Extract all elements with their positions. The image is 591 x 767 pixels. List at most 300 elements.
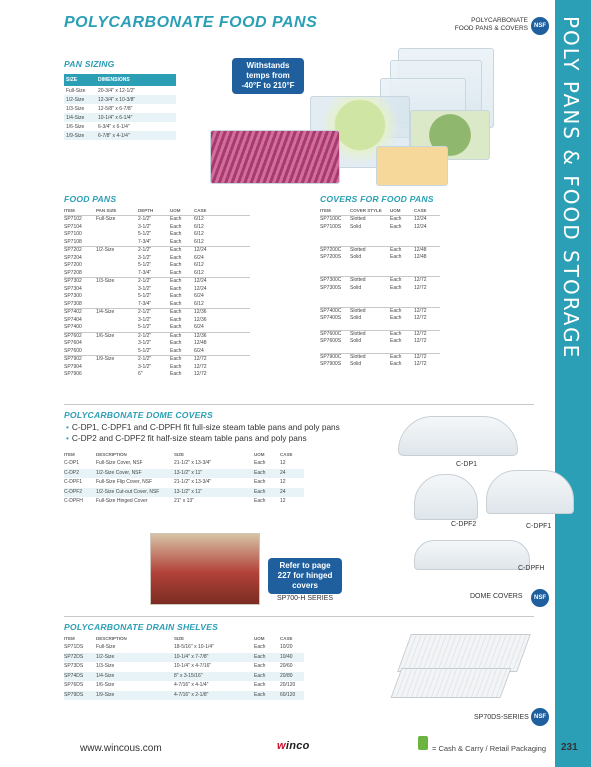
pan-size-cell [96,270,138,278]
drain-shelves-table [64,636,304,700]
description-cell: 1/4-Size [96,672,174,682]
depth-cell: 2-1/2" [138,332,170,340]
depth-cell: 3-1/2" [138,316,152,323]
table-row [64,681,304,691]
depth-cell: 5-1/2" [138,324,152,330]
pan-sizing-table [64,74,176,140]
item-cell: SP7200S [320,254,342,260]
case-cell: 6/12 [194,269,204,276]
covers-header-case: CASE [414,208,427,213]
table-row [64,113,176,122]
dome-covers-table [64,452,304,507]
table-row [64,478,304,488]
case-cell: 20/120 [280,682,296,688]
case-cell: 6/24 [194,293,204,299]
pan-size-cell: 1/3-Size [66,105,85,112]
pan-size-cell [96,255,138,263]
cover-style-cell [350,262,390,270]
table-row [64,691,304,701]
description-cell: 1/2-Size Cut-out Cover, NSF [96,488,174,498]
sp700h-photo [150,533,260,605]
table-row [64,122,176,131]
pan-sizing-title: PAN SIZING [64,59,115,69]
table-row [64,332,250,340]
item-cell: SP7906 [64,371,82,377]
item-cell: SP7300 [64,293,82,299]
uom-cell: Each [390,330,414,338]
pan-size-cell [96,317,138,325]
uom-cell [390,262,414,270]
item-cell: SP72DS [64,653,96,663]
uom-cell: Each [390,361,402,367]
uom-cell: Each [254,653,280,663]
case-cell [414,239,440,247]
cover-style-cell: Slotted [350,330,390,338]
dome-bullet-1: • C-DP1, C-DPF1 and C-DPFH fit full-size steam table pans and poly pans [66,422,340,432]
footer-website-link[interactable]: www.wincous.com [80,743,162,754]
case-cell [414,292,440,300]
case-cell: 12/48 [194,340,207,346]
item-cell: SP7900S [320,361,342,367]
depth-cell: 5-1/2" [138,262,152,268]
table-row [64,356,250,364]
table-row [64,309,250,317]
drain-header-uom: UOM [254,636,265,641]
uom-cell: Each [254,469,280,479]
cover-style-cell: Solid [350,361,362,367]
case-cell [414,346,440,354]
table-row [320,262,440,270]
case-cell: 12/24 [194,247,250,255]
uom-cell: Each [254,488,280,498]
pan-size-cell: 1/9-Size [64,131,96,140]
item-cell: SP7104 [64,223,82,230]
case-cell: 12/36 [194,332,250,340]
pan-size-cell [96,286,138,294]
cover-style-cell [350,323,390,331]
uom-cell: Each [170,309,194,317]
uom-cell: Each [170,262,182,268]
description-cell: Full-Size Cover, NSF [96,460,143,466]
description-cell: Full-Size Flip Cover, NSF [96,479,153,485]
size-cell: 21" x 13" [174,498,194,504]
cash-carry-legend: = Cash & Carry / Retail Packaging [432,744,547,753]
case-cell: 24 [280,488,304,498]
size-cell: 21-1/2" x 13-3/4" [174,460,212,466]
uom-cell [390,369,414,377]
shopping-bag-icon [418,736,428,750]
uom-cell [390,239,414,247]
case-cell: 12/24 [414,223,427,230]
size-cell: 13-1/2" x 11" [174,469,254,479]
table-row [64,224,250,232]
case-cell [414,269,440,277]
table-row [64,95,176,104]
dimensions-cell: 20-3/4" x 12-1/2" [98,87,136,94]
cover-style-cell [350,369,390,377]
cover-style-cell: Solid [350,223,362,230]
table-row [320,254,440,262]
table-row [64,231,250,239]
case-cell [414,262,440,270]
depth-cell: 2-1/2" [138,216,170,224]
size-cell: 4-7/16" x 2-1/8" [174,691,254,701]
case-cell: 12/72 [414,330,440,338]
pan-size-cell: 1/6-Size [96,332,138,340]
depth-cell: 2-1/2" [138,247,170,255]
case-cell: 12/72 [414,284,427,291]
uom-cell: Each [170,269,182,276]
table-row [320,246,440,254]
side-band-title: POLY PANS & FOOD STORAGE [559,16,583,360]
case-cell: 12/72 [194,363,207,370]
food-pans-header-case: CASE [194,208,207,213]
item-cell: SP7300S [320,284,342,291]
table-row [64,293,250,301]
table-row [320,277,440,285]
description-cell: Full-Size Hinged Cover [96,498,148,504]
food-pans-header-pan-size: PAN SIZE [96,208,117,213]
depth-cell: 3-1/2" [138,254,152,261]
case-cell: 12/72 [414,315,427,321]
case-cell: 6/12 [194,238,204,245]
case-cell: 6/12 [194,262,204,268]
header-badge-line1: POLYCARBONATE [471,17,528,24]
case-cell [414,369,440,377]
table-row [64,255,250,263]
item-cell: C-DPF2 [64,488,96,498]
table-row [64,653,304,663]
winco-logo-text: inco [285,740,310,752]
covers-table [320,208,440,376]
pan-size-cell [96,324,138,332]
table-row [320,216,440,224]
cover-style-cell: Slotted [350,246,390,254]
cover-style-cell [350,300,390,308]
item-cell: SP7400S [320,315,342,321]
case-cell: 12/48 [414,254,427,260]
table-row [64,364,250,372]
dome-header-uom: UOM [254,452,265,457]
uom-cell: Each [170,316,182,323]
case-cell: 12/72 [414,361,427,367]
winco-logo: winco [277,740,310,752]
table-row [64,459,304,469]
table-row [64,497,304,507]
case-cell: 12 [280,498,286,504]
depth-cell: 7-3/4" [138,300,152,307]
item-cell: SP7600C [320,330,350,338]
dimensions-cell: 6-7/8" x 4-1/4" [96,131,176,140]
description-cell: 1/3-Size [96,663,115,669]
table-row [64,672,304,682]
table-row [64,317,250,325]
case-cell: 6/12 [194,300,204,307]
drain-shelf-image [397,634,531,672]
uom-cell: Each [390,277,414,285]
uom-cell [390,300,414,308]
table-row [320,346,440,354]
dome-cover-dpfh-image [414,540,530,570]
item-cell: SP7204 [64,254,82,261]
item-cell: SP7600 [64,347,82,354]
table-row [64,469,304,479]
uom-cell: Each [254,672,280,682]
pan-size-cell [96,224,138,232]
uom-cell: Each [254,460,266,466]
item-cell: SP7402 [64,309,96,317]
uom-cell: Each [390,284,402,291]
cover-style-cell: Solid [350,284,362,291]
case-cell: 20/80 [280,672,304,682]
uom-cell: Each [170,332,194,340]
depth-cell: 6" [138,371,143,377]
uom-cell: Each [170,254,182,261]
dome-covers-caption: DOME COVERS [470,593,523,600]
table-row [64,348,250,356]
depth-cell: 5-1/2" [138,347,152,354]
item-cell: SP7202 [64,247,96,255]
table-row [64,247,250,255]
size-cell: 4-7/16" x 4-1/4" [174,682,209,688]
food-pans-header-item: ITEM [64,208,75,213]
case-cell: 12 [280,460,286,466]
food-pans-table [64,208,250,379]
dome-covers-title: POLYCARBONATE DOME COVERS [64,410,213,420]
table-row [64,340,250,348]
dome-label-dpf2: C-DPF2 [451,521,477,528]
drain-header-description: DESCRIPTION [96,636,127,641]
side-band [555,0,591,767]
pan-size-cell [96,239,138,247]
table-row [64,239,250,247]
covers-title: COVERS FOR FOOD PANS [320,194,434,204]
cover-style-cell [350,231,390,239]
pan-size-cell [96,364,138,372]
dome-label-dp1: C-DP1 [456,461,478,468]
case-cell: 20/60 [280,663,293,669]
pan-size-cell: 1/6-Size [66,123,85,130]
food-pans-photo [180,38,510,188]
item-cell: SP7304 [64,285,82,292]
covers-header-style: COVER STYLE [350,208,382,213]
uom-cell: Each [254,498,266,504]
pan-sizing-header-dimensions: DIMENSIONS [96,74,176,86]
case-cell: 12/48 [414,246,440,254]
table-row [320,307,440,315]
item-cell [320,269,350,277]
item-cell: SP7604 [64,340,82,346]
item-cell [320,369,350,377]
case-cell: 12/24 [194,285,207,292]
table-row [64,86,176,95]
cover-style-cell: Solid [350,254,362,260]
case-cell: 12/72 [414,277,440,285]
item-cell: SP7200C [320,246,350,254]
uom-cell: Each [390,353,414,361]
table-row [64,104,176,113]
table-row [320,323,440,331]
table-row [64,262,250,270]
uom-cell [390,346,414,354]
size-cell: 10-1/4" x 4-7/16" [174,663,212,669]
depth-cell: 7-3/4" [138,269,152,276]
description-cell: 1/2-Size [96,653,174,663]
item-cell: SP7100S [320,223,342,230]
case-cell: 6/24 [194,347,204,354]
uom-cell: Each [254,682,266,688]
case-cell: 24 [280,469,304,479]
dimensions-cell: 12-3/4" x 10-3/8" [96,95,176,104]
dome-label-dpfh: C-DPFH [518,565,545,572]
item-cell: SP73DS [64,663,84,669]
case-cell: 12/72 [414,307,440,315]
item-cell: SP7902 [64,356,96,364]
pan-size-cell [96,348,138,356]
depth-cell: 3-1/2" [138,363,152,370]
table-row [320,269,440,277]
uom-cell: Each [170,340,182,346]
uom-cell: Each [254,663,266,669]
dimensions-cell: 6-3/4" x 6-1/4" [98,123,130,130]
uom-cell: Each [170,371,182,377]
cover-style-cell: Solid [350,315,362,321]
case-cell [414,231,440,239]
item-cell [320,292,350,300]
drain-shelves-caption: SP70DS-SERIES [474,714,529,721]
table-row [320,353,440,361]
header-badge-line2: FOOD PANS & COVERS [454,24,528,32]
pan-size-cell [96,301,138,309]
item-cell: SP7302 [64,278,96,286]
table-row [320,315,440,323]
pan-size-cell [96,293,138,301]
cover-style-cell [350,346,390,354]
uom-cell [390,323,414,331]
case-cell: 10/40 [280,653,304,663]
case-cell: 6/12 [194,216,250,224]
table-row [320,338,440,346]
divider [64,404,534,405]
food-pans-header-uom: UOM [170,208,181,213]
case-cell: 12/72 [414,353,440,361]
case-cell: 12/24 [414,216,440,224]
uom-cell: Each [390,307,414,315]
depth-cell: 5-1/2" [138,293,152,299]
item-cell: SP7108 [64,238,82,245]
table-row [320,369,440,377]
item-cell: SP7400C [320,307,350,315]
table-row [64,278,250,286]
table-row [320,239,440,247]
depth-cell: 3-1/2" [138,223,152,230]
header-badge [432,17,528,32]
item-cell: SP7404 [64,316,82,323]
uom-cell: Each [390,254,402,260]
page-title: POLYCARBONATE FOOD PANS [64,14,318,31]
case-cell [414,300,440,308]
covers-header-uom: UOM [390,208,401,213]
pan-size-cell [96,262,138,270]
table-row [64,131,176,140]
dome-header-case: CASE [280,452,293,457]
nsf-badge-icon: NSF [531,708,549,726]
item-cell: SP71DS [64,644,84,650]
nsf-badge-icon: NSF [531,589,549,607]
dome-cover-dpf2-image [414,474,478,520]
item-cell: SP79DS [64,691,96,701]
pan-size-cell: 1/2-Size [64,95,96,104]
description-cell: 1/6-Size [96,682,115,688]
item-cell: SP7200 [64,262,82,268]
table-row [320,300,440,308]
divider [64,616,534,617]
uom-cell: Each [390,338,402,344]
uom-cell: Each [170,285,182,292]
size-cell: 10-1/4" x 7-7/8" [174,653,254,663]
item-cell: C-DPFH [64,498,83,504]
item-cell: SP7208 [64,269,82,276]
dome-bullet-2: • C-DP2 and C-DPF2 fit half-size steam table pans and poly pans [66,433,307,443]
depth-cell: 2-1/2" [138,278,170,286]
case-cell: 12/72 [194,356,250,364]
depth-cell: 7-3/4" [138,238,152,245]
case-cell: 12/36 [194,309,250,317]
pan-sizing-header-size: SIZE [64,74,96,86]
table-row [64,662,304,672]
table-row [64,286,250,294]
size-cell: 13-1/2" x 11" [174,488,254,498]
item-cell: SP7300C [320,277,350,285]
item-cell: SP7900C [320,353,350,361]
hinged-covers-callout: Refer to page 227 for hinged covers [268,558,342,594]
uom-cell: Each [170,278,194,286]
description-cell: Full-Size [96,644,116,650]
uom-cell [390,269,414,277]
table-row [64,488,304,498]
covers-header-item: ITEM [320,208,331,213]
item-cell: C-DPF1 [64,479,83,485]
item-cell: SP76DS [64,682,84,688]
case-cell: 12 [280,479,286,485]
item-cell: SP7400 [64,324,82,330]
depth-cell: 2-1/2" [138,309,170,317]
sp700h-caption: SP700-H SERIES [277,595,334,602]
drain-header-item: ITEM [64,636,75,641]
uom-cell: Each [254,479,266,485]
uom-cell: Each [254,644,266,650]
cover-style-cell: Slotted [350,353,390,361]
item-cell: SP74DS [64,672,96,682]
case-cell: 12/36 [194,316,207,323]
food-pans-header-depth: DEPTH [138,208,154,213]
cover-style-cell: Slotted [350,216,390,224]
cover-style-cell: Slotted [350,277,390,285]
size-cell: 18-5/16" x 10-1/4" [174,644,214,650]
drain-shelf-image [391,668,512,698]
table-row [320,292,440,300]
case-cell: 6/24 [194,254,204,261]
case-cell: 12/72 [194,371,207,377]
item-cell [320,239,350,247]
uom-cell: Each [170,324,182,330]
item-cell: SP7100 [64,231,82,237]
case-cell: 12/24 [194,278,250,286]
case-cell: 60/120 [280,691,304,701]
size-cell: 21-1/2" x 13-3/4" [174,479,212,485]
food-pans-title: FOOD PANS [64,194,117,204]
uom-cell: Each [170,347,182,354]
